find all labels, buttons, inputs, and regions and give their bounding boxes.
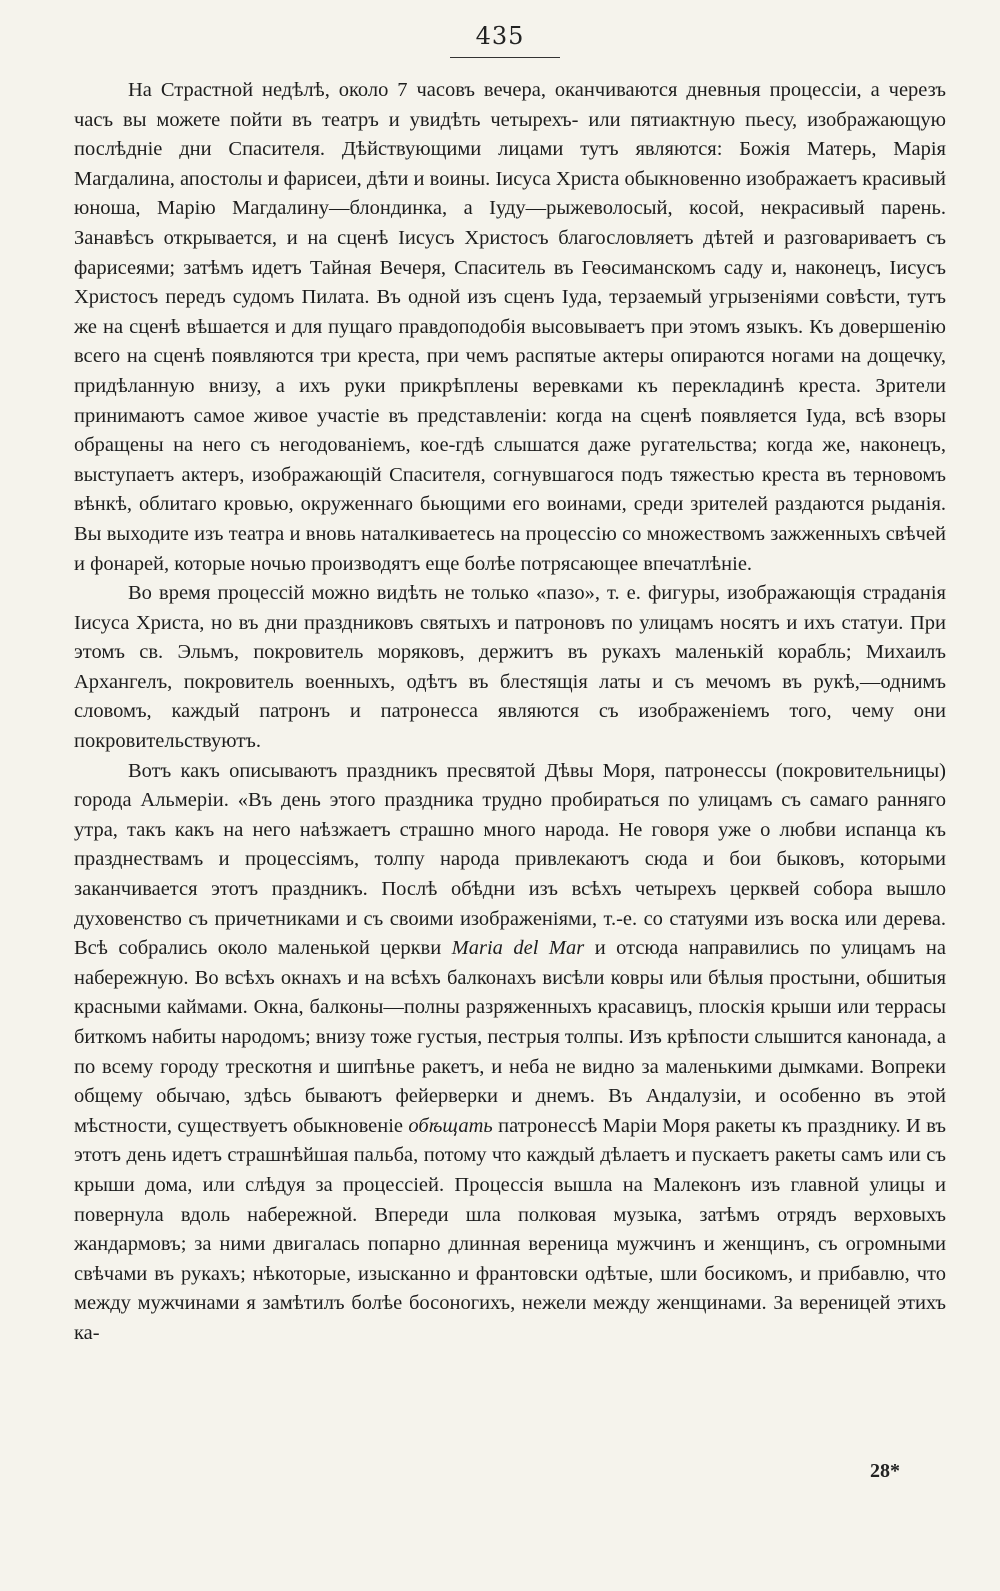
paragraph-almeria-festival [74, 757, 946, 1349]
signature-mark: 28* [870, 1460, 900, 1482]
header-rule [450, 57, 560, 58]
page-number: 435 [475, 22, 525, 50]
italic-church-name: Maria del Mar [451, 937, 585, 960]
paragraph-processions: Во время процессій можно видѣть не только «пазо», т. е. фигуры, изображающія страданія Іисуса Христа, но въ дни праздниковъ святыхъ и патроновъ по улицамъ носятъ и ихъ статуи. При этомъ св. Эльмъ, покровитель моряковъ, держитъ въ рукахъ маленькій корабль; Михаилъ Архангелъ, покровитель военныхъ, одѣтъ въ блестящія латы и съ мечомъ въ рукѣ,—однимъ словомъ, каждый патронъ и патронесса являются съ изображеніемъ того, чему они покровительствуютъ. [74, 582, 946, 753]
paragraph-passion-week: На Страстной недѣлѣ, около 7 часовъ вечера, оканчиваются дневныя процессіи, а черезъ часъ вы можете пойти въ театръ и увидѣть четырехъ- или пятиактную пьесу, изображающую послѣдніе дни Спасителя. Дѣйствующими лицами тутъ являются: Божія Матерь, Марія Магдалина, апостолы и фарисеи, дѣти и воины. Іисуса Христа обыкновенно изображаетъ красивый юноша, Марію Магдалину—блондинка, а Іуду—рыжеволосый, косой, некрасивый парень. Занавѣсъ открывается, и на сценѣ Іисусъ Христосъ благословляетъ дѣтей и разговариваетъ съ фарисеями; затѣмъ идетъ Тайная Вечеря, Спаситель въ Геѳсиманскомъ саду и, наконецъ, Іисусъ Христосъ передъ судомъ Пилата. Въ одной изъ сценъ Іуда, терзаемый угрызеніями совѣсти, тутъ же на сценѣ вѣшается и для пущаго правдоподобія высовываетъ при этомъ языкъ. Къ довершенію всего на сценѣ появляются три креста, при чемъ распятые актеры опираются ногами на дощечку, придѣланную внизу, а ихъ руки прикрѣплены веревками къ перекладинѣ креста. Зрители принимаютъ самое живое участіе въ представленіи: когда на сценѣ появляется Іуда, всѣ взоры обращены на него съ негодованіемъ, кое-гдѣ слышатся даже ругательства; когда же, наконецъ, выступаетъ актеръ, изображающій Спасителя, согнувшагося подъ тяжестью креста въ терновомъ вѣнкѣ, облитаго кровью, окруженнаго бьющими его воинами, среди зрителей раздаются рыданія. Вы выходите изъ театра и вновь наталкиваетесь на процессію со множествомъ зажженныхъ свѣчей и фонарей, которые ночью производятъ еще болѣе потрясающее впечатлѣніе. [74, 79, 946, 575]
paragraph-text-segment: Вотъ какъ описываютъ праздникъ пресвятой Дѣвы Моря, патронессы (покровительницы) города Альмеріи. «Въ день этого праздника трудно пробираться по улицамъ съ самаго ранняго утра, такъ какъ на него наѣзжаетъ страшно много народа. Не говоря уже о любви испанца къ празднествамъ и процессіямъ, толпу народа привлекаютъ сюда и бои быковъ, которыми заканчивается этотъ праздникъ. Послѣ обѣдни изъ всѣхъ четырехъ церквей собора вышло духовенство съ причетниками и съ своими изображеніями, т.-е. со статуями изъ воска или дерева. Всѣ собрались около маленькой церкви [74, 759, 946, 960]
body-text [74, 76, 946, 1349]
paragraph-text-segment: патронессѣ Маріи Моря ракеты къ празднику. И въ этотъ день идетъ страшнѣйшая пальба, потому что каждый дѣлаетъ и пускаетъ ракеты самъ или съ крыши дома, или слѣдуя за процессіей. Процессія вышла на Малеконъ изъ главной улицы и повернула вдоль набережной. Впереди шла полковая музыка, затѣмъ отрядъ верховыхъ жандармовъ; за ними двигалась попарно длинная вереница мужчинъ и женщинъ, съ огромными свѣчами въ рукахъ; нѣкоторые, изысканно и франтовски одѣтые, шли босикомъ, и прибавлю, что между мужчинами я замѣтилъ болѣе босоногихъ, нежели между женщинами. За вереницей этихъ ка- [74, 1114, 947, 1344]
italic-word: обѣщать [408, 1114, 493, 1137]
paragraph-text-segment: и отсюда направились по улицамъ на набережную. Во всѣхъ окнахъ и на всѣхъ балконахъ висѣли ковры или бѣлыя простыни, обшитыя красными каймами. Окна, балконы—полны разряженныхъ красавицъ, плоскія крыши или террасы биткомъ набиты народомъ; внизу тоже густыя, пестрыя толпы. Изъ крѣпости слышится канонада, а по всему городу трескотня и шипѣнье ракетъ, и неба не видно за маленькими дымками. Вопреки общему обычаю, здѣсь бываютъ фейерверки и днемъ. Въ Андалузіи, и особенно въ этой мѣстности, существуетъ обыкновеніе [74, 937, 946, 1137]
